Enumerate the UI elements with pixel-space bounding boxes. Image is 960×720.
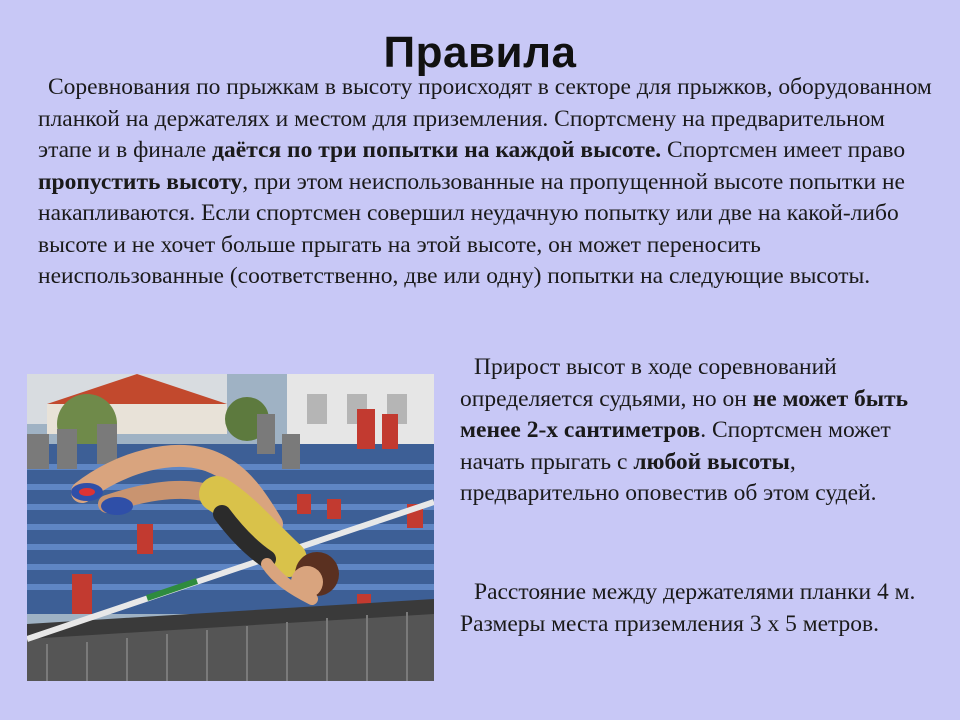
para2-bold-1: не может быть менее 2-х сантиметров: [460, 385, 909, 443]
para3-text-1: Расстояние между держателями планки 4 м. Размеры места приземления 3 х 5 метров.: [460, 579, 916, 637]
rules-paragraph-2: [460, 352, 930, 510]
high-jump-illustration: [27, 374, 434, 681]
para1-bold-2: пропустить высоту: [38, 168, 243, 195]
para2-text-2: . Спортсмен может начать прыгать с: [460, 417, 891, 475]
para1-text-3: , при этом неиспользованные на пропущенной высоте попытки не накапливаются. Если спортсмен совершил неудачную попытку или две на какой-либо высоте и не хочет больше прыгать на этой высоте, он может переносить неиспользованные (соответственно, две или одну) попытки на следующие высоты.: [38, 168, 905, 289]
para2-text-3: , предварительно оповестив об этом судей.: [460, 448, 877, 506]
slide-title: Правила: [383, 28, 577, 77]
para1-text-1: Соревнования по прыжкам в высоту происходят в секторе для прыжков, оборудованном планкой на держателях и местом для приземления. Спортсмену на предварительном этапе и в финале: [38, 74, 932, 163]
para1-text-2: Спортсмен имеет право: [661, 137, 906, 163]
rules-paragraph-3: [460, 577, 930, 640]
para2-bold-2: любой высоты: [633, 448, 790, 475]
high-jump-photo: [27, 374, 434, 681]
rules-paragraph-1: [38, 72, 938, 293]
para2-text-1: Прирост высот в ходе соревнований определяется судьями, но он: [460, 354, 837, 412]
para1-bold-1: даётся по три попытки на каждой высоте.: [212, 137, 662, 163]
